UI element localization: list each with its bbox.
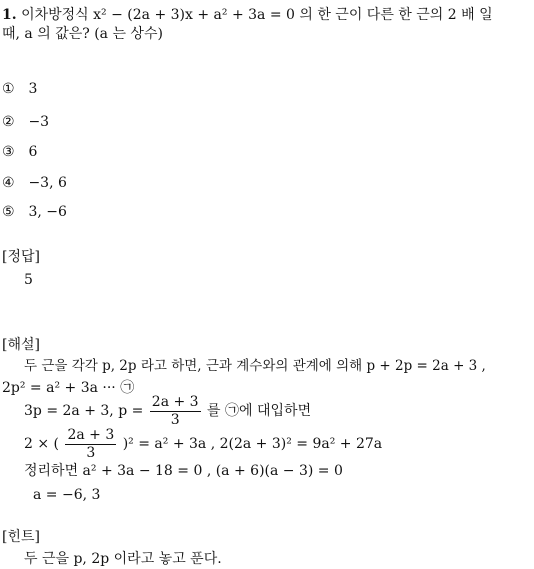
choice-text: 3	[28, 81, 38, 97]
solution-label: [해설]	[2, 337, 40, 353]
choice-marker: ④	[2, 175, 15, 191]
solution-line-3	[24, 393, 311, 429]
choice-1[interactable]	[2, 79, 37, 99]
question-text-1: 이차방정식 x² − (2a + 3)x + a² + 3a = 0 의 한 근이 다른 한 근의 2 배 일	[21, 7, 493, 23]
fraction-denominator: 3	[86, 444, 96, 461]
solution-line-4-post: )² = a² + 3a , 2(2a + 3)² = 9a² + 27a	[122, 436, 383, 452]
solution-line-3-post: 를 ㉠에 대입하면	[207, 403, 312, 419]
fraction	[65, 427, 116, 462]
question-line-2: 때, a 의 값은? (a 는 상수)	[2, 26, 163, 42]
solution-line-2: 2p² = a² + 3a ··· ㉠	[2, 380, 135, 396]
solution-line-6: a = −6, 3	[33, 487, 101, 503]
solution-line-5: 정리하면 a² + 3a − 18 = 0 , (a + 6)(a − 3) = 0	[24, 463, 343, 479]
choice-4[interactable]	[2, 173, 67, 193]
solution-line-1: 두 근을 각각 p, 2p 라고 하면, 근과 계수와의 관계에 의해 p + 2p = 2a + 3 ,	[24, 358, 486, 374]
solution-line-4-pre: 2 × (	[24, 436, 59, 452]
choice-3[interactable]	[2, 142, 37, 162]
solution-line-4	[24, 426, 382, 462]
choice-text: 3, −6	[28, 204, 67, 220]
fraction-numerator: 2a + 3	[67, 426, 115, 443]
answer-value: 5	[24, 272, 33, 288]
question-number: 1.	[2, 7, 17, 23]
choice-marker: ⑤	[2, 204, 15, 220]
answer-label: [정답]	[2, 249, 40, 265]
choice-marker: ③	[2, 144, 15, 160]
choice-2[interactable]	[2, 112, 49, 132]
choice-marker: ①	[2, 81, 15, 97]
hint-label: [힌트]	[2, 529, 40, 545]
hint-text: 두 근을 p, 2p 이라고 놓고 푼다.	[24, 551, 222, 567]
solution-line-3-pre: 3p = 2a + 3, p =	[24, 403, 144, 419]
choice-marker: ②	[2, 114, 15, 130]
fraction-numerator: 2a + 3	[151, 393, 199, 410]
question-line-1	[2, 5, 493, 25]
fraction-denominator: 3	[170, 411, 180, 428]
choice-text: −3, 6	[28, 175, 67, 191]
choice-text: −3	[28, 114, 50, 130]
choice-5[interactable]	[2, 202, 67, 222]
choice-text: 6	[28, 144, 38, 160]
fraction	[150, 394, 201, 429]
